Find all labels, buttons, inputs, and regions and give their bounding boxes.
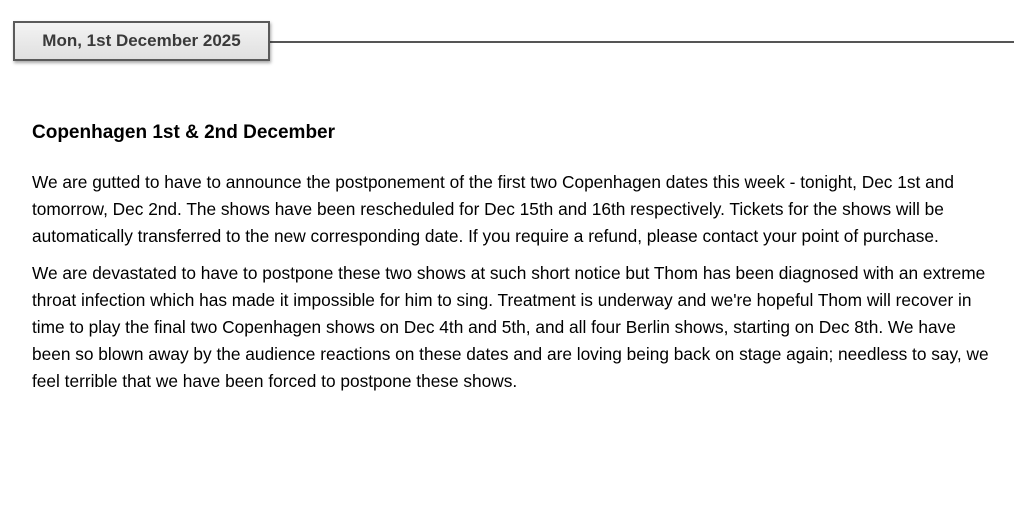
date-badge: Mon, 1st December 2025 — [13, 21, 270, 61]
news-post — [32, 119, 994, 405]
post-paragraph-1: We are gutted to have to announce the postponement of the first two Copenhagen dates this week - tonight, Dec 1st and tomorrow, Dec 2nd. The shows have been rescheduled for Dec 15th and 16th respectively. Tickets for the shows will be automatically transferred to the new corresponding date. If you require a refund, please contact your point of purchase. — [32, 172, 954, 246]
date-header — [0, 20, 1014, 64]
date-divider-line — [270, 41, 1014, 43]
post-title: Copenhagen 1st & 2nd December — [32, 122, 336, 143]
post-paragraph-2: We are devastated to have to postpone these two shows at such short notice but Thom has been diagnosed with an extreme throat infection which has made it impossible for him to sing. Treatment is underway and we're hopeful Thom will recover in time to play the final two Copenhagen shows on Dec 4th and 5th, and all four Berlin shows, starting on Dec 8th. We have been so blown away by the audience reactions on these dates and are loving being back on stage again; needless to say, we feel terrible that we have been forced to postpone these shows. — [32, 263, 989, 391]
